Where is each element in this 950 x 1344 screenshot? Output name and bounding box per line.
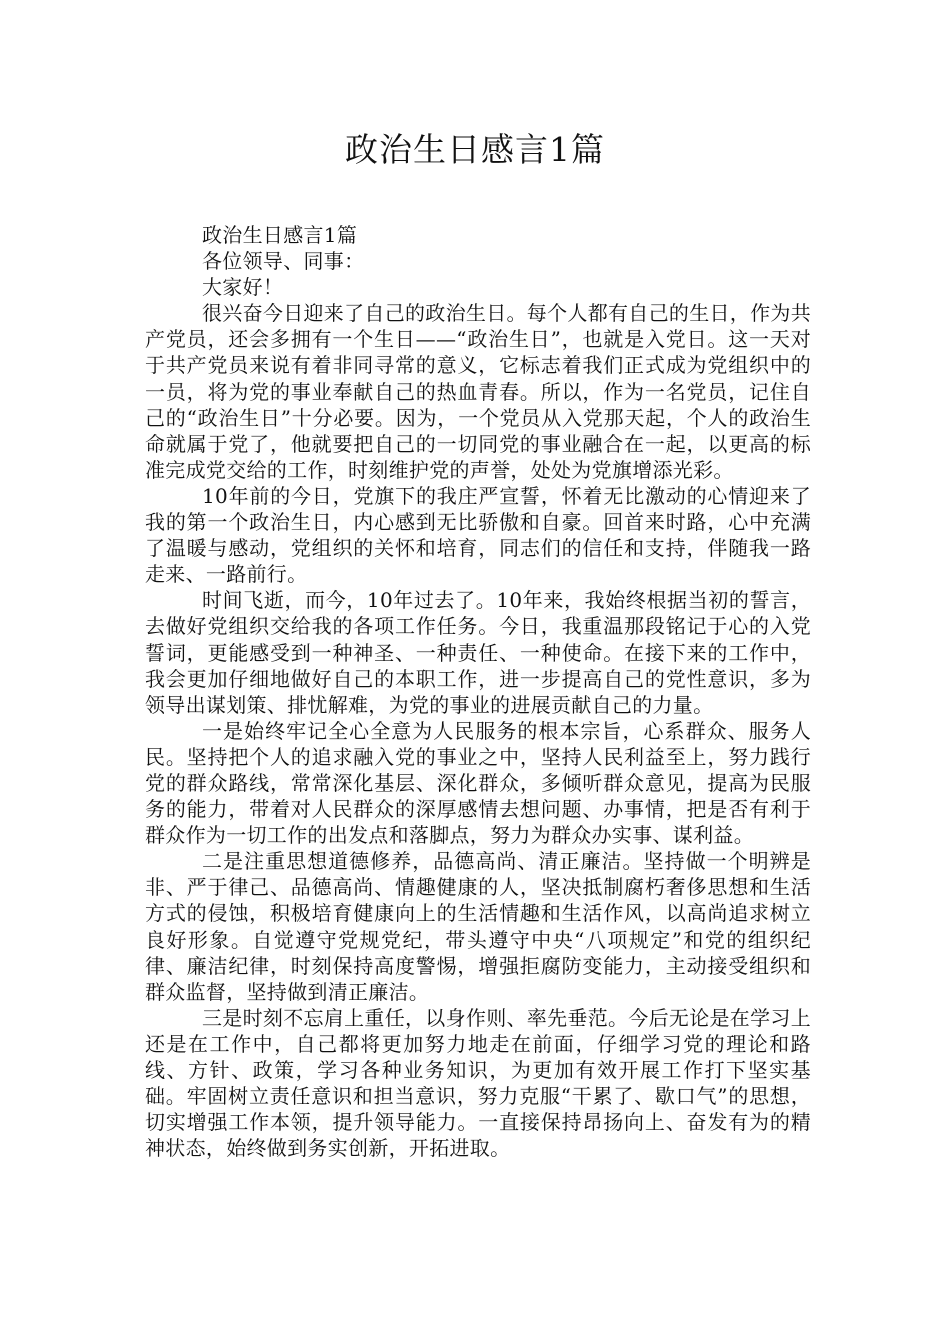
body-paragraph: 一是始终牢记全心全意为人民服务的根本宗旨，心系群众、服务人民。坚持把个人的追求融入党的事业之中，坚持人民利益至上，努力践行党的群众路线，常常深化基层、深化群众，多倾听群众意见，提高为民服务的能力，带着对人民群众的深厚感情去想问题、办事情，把是否有利于群众作为一切工作的出发点和落脚点，努力为群众办实事、谋利益。 <box>145 718 811 848</box>
body-paragraph: 很兴奋今日迎来了自己的政治生日。每个人都有自己的生日，作为共产党员，还会多拥有一个生日——“政治生日”，也就是入党日。这一天对于共产党员来说有着非同寻常的意义，它标志着我们正式成为党组织中的一员，将为党的事业奉献自己的热血青春。所以，作为一名党员，记住自己的“政治生日”十分必要。因为，一个党员从入党那天起，个人的政治生命就属于党了，他就要把自己的一切同党的事业融合在一起，以更高的标准完成党交给的工作，时刻维护党的声誉，处处为党旗增添光彩。 <box>145 301 811 482</box>
document-title: 政治生日感言1篇 <box>345 130 605 169</box>
salutation-paragraph: 各位领导、同事： <box>202 249 365 274</box>
greeting-paragraph: 大家好！ <box>202 275 284 300</box>
document-body <box>145 222 811 1161</box>
body-paragraph: 时间飞逝，而今，10年过去了。10年来，我始终根据当初的誓言，去做好党组织交给我的各项工作任务。今日，我重温那段铭记于心的入党誓词，更能感受到一种神圣、一种责任、一种使命。在接下来的工作中，我会更加仔细地做好自己的本职工作，进一步提高自己的党性意识，多为领导出谋划策、排忧解难，为党的事业的进展贡献自己的力量。 <box>145 588 811 717</box>
subtitle-paragraph: 政治生日感言1篇 <box>202 223 358 247</box>
body-paragraph: 10年前的今日，党旗下的我庄严宣誓，怀着无比激动的心情迎来了我的第一个政治生日，内心感到无比骄傲和自豪。回首来时路，心中充满了温暖与感动，党组织的关怀和培育，同志们的信任和支持，伴随我一路走来、一路前行。 <box>145 483 811 587</box>
body-paragraph: 二是注重思想道德修养，品德高尚、清正廉洁。坚持做一个明辨是非、严于律己、品德高尚、情趣健康的人，坚决抵制腐朽奢侈思想和生活方式的侵蚀，积极培育健康向上的生活情趣和生活作风，以高尚追求树立良好形象。自觉遵守党规党纪，带头遵守中央“八项规定”和党的组织纪律、廉洁纪律，时刻保持高度警惕，增强拒腐防变能力，主动接受组织和群众监督，坚持做到清正廉洁。 <box>145 849 811 1004</box>
body-paragraph: 三是时刻不忘肩上重任，以身作则、率先垂范。今后无论是在学习上还是在工作中，自己都将更加努力地走在前面，仔细学习党的理论和路线、方针、政策，学习各种业务知识，为更加有效开展工作打下坚实基础。牢固树立责任意识和担当意识，努力克服“干累了、歇口气”的思想，切实增强工作本领，提升领导能力。一直接保持昂扬向上、奋发有为的精神状态，始终做到务实创新，开拓进取。 <box>145 1005 811 1161</box>
